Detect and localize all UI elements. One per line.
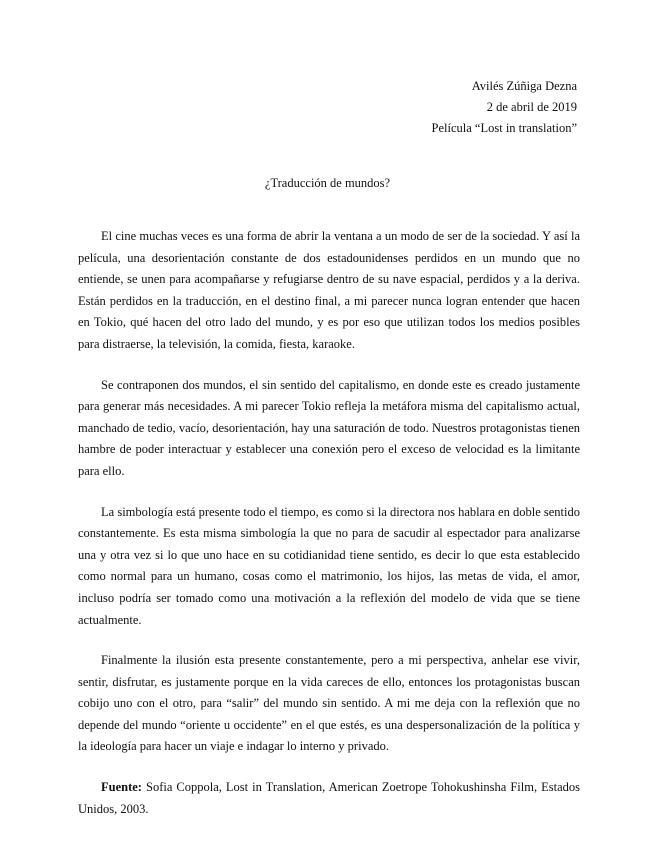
document-body [78, 226, 580, 839]
document-subject: Película “Lost in translation” [431, 121, 577, 135]
document-header [432, 76, 577, 139]
source-text: Sofia Coppola, Lost in Translation, American Zoetrope Tohokushinsha Film, Estados Unidos, 2003. [78, 780, 580, 816]
paragraph-3: La simbología está presente todo el tiempo, es como si la directora nos hablara en doble sentido constantemente. Es esta misma simbología la que no para de sacudir al espectador para analizarse una y otra vez si lo que uno hace en su cotidianidad tiene sentido, es decir lo que esta establecido como normal para un humano, cosas como el matrimonio, los hijos, las metas de vida, el amor, incluso podría ser tomado como una motivación a la reflexión del modelo de vida que se tiene actualmente. [78, 504, 580, 627]
source-citation [78, 777, 580, 820]
paragraph-2: Se contraponen dos mundos, el sin sentido del capitalismo, en donde este es creado justamente para generar más necesidades. A mi parecer Tokio refleja la metáfora misma del capitalismo actual, manchado de tedio, vacío, desorientación, hay una saturación de todo. Nuestros protagonistas tienen hambre de poder interactuar y establecer una conexión pero el exceso de velocidad es la limitante para ello. [78, 377, 580, 478]
document-title: ¿Traducción de mundos? [264, 176, 391, 190]
author-name: Avilés Zúñiga Dezna [471, 79, 577, 93]
document-date: 2 de abril de 2019 [486, 100, 577, 114]
source-label: Fuente: [101, 780, 142, 795]
paragraph-1: El cine muchas veces es una forma de abrir la ventana a un modo de ser de la sociedad. Y así la película, una desorientación constante de dos estadounidenses perdidos en un mundo que no entiende, se unen para acompañarse y refugiarse dentro de su nave espacial, perdidos y a la deriva. Están perdidos en la traducción, en el destino final, a mi parecer nunca logran entender que hacen en Tokio, qué hacen del otro lado del mundo, y es por eso que utilizan todos los medios posibles para distraerse, la televisión, la comida, fiesta, karaoke. [78, 229, 580, 351]
paragraph-4: Finalmente la ilusión esta presente constantemente, pero a mi perspectiva, anhelar ese vivir, sentir, disfrutar, es justamente porque en la vida careces de ello, entonces los protagonistas buscan cobijo uno con el otro, para “salir” del mundo sin sentido. A mi me deja con la reflexión que no depende del mundo “oriente u occidente” en el que estés, es una despersonalización de la política y la ideología para hacer un viaje e indagar lo interno y privado. [78, 653, 580, 754]
